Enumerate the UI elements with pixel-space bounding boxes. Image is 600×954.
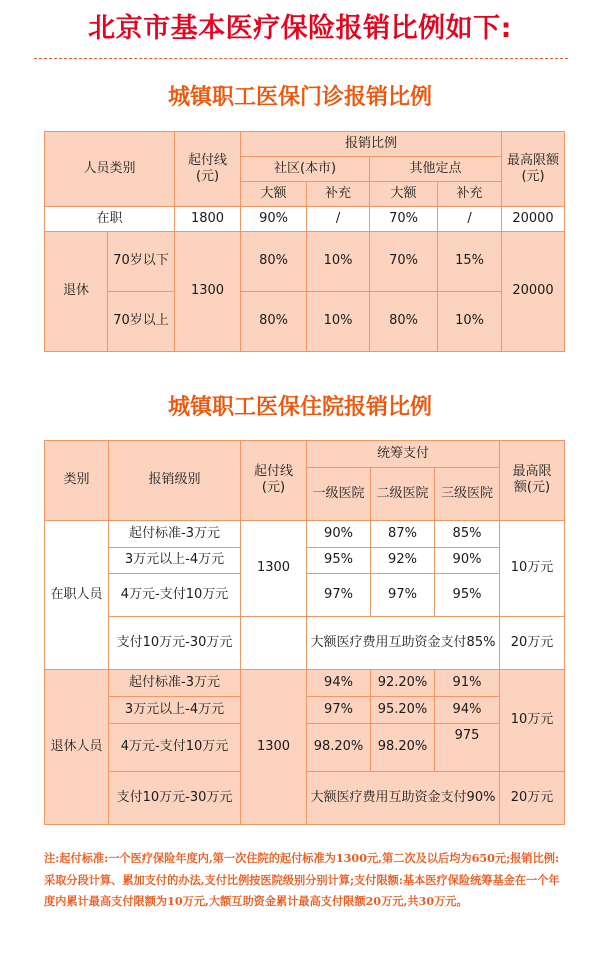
person-type-header: 人员类别 xyxy=(45,132,175,207)
retired-over70-other-large: 80% xyxy=(370,292,438,352)
title-divider xyxy=(34,58,568,59)
inpatient-working-max: 10万元 xyxy=(500,520,565,616)
max-header xyxy=(502,132,565,207)
working-max: 20000 xyxy=(502,207,565,232)
retired-under70-other-large: 70% xyxy=(370,232,438,292)
hospital-level3-header: 三级医院 xyxy=(435,467,500,520)
working-large-text: 大额医疗费用互助资金支付85% xyxy=(307,616,500,669)
working-level-2-h3: 90% xyxy=(435,547,500,574)
footnote: 注:起付标准:一个医疗保险年度内,第一次住院的起付标准为1300元,第二次及以后均为650元;报销比例:采取分段计算、累加支付的办法,支付比例按医院级别分别计算;支付限额:基本医疗保险统筹基金在一个年度内累计最高支付限额为10万元,大额互助资金累计最高支付限额20万元,共30万元。 xyxy=(44,851,560,908)
working-label: 在职 xyxy=(45,207,175,232)
retired-over70-community-large: 80% xyxy=(241,292,307,352)
working-level-3-h2: 97% xyxy=(371,574,435,617)
inpatient-title: 城镇职工医保住院报销比例 xyxy=(167,395,432,420)
working-level-1-h1: 90% xyxy=(307,520,371,547)
community-large-header: 大额 xyxy=(241,182,307,207)
retired-age-under70: 70岁以下 xyxy=(108,232,175,292)
retired-age-over70: 70岁以上 xyxy=(108,292,175,352)
retired-under70-community-large: 80% xyxy=(241,232,307,292)
working-level-2-h2: 92% xyxy=(371,547,435,574)
retired-level-1-h3: 91% xyxy=(435,670,500,697)
retired-level-2-h3: 94% xyxy=(435,696,500,723)
level-header: 报销级别 xyxy=(109,441,241,521)
working-community-supp: / xyxy=(307,207,370,232)
category-header: 类别 xyxy=(45,441,109,521)
working-level-2-h1: 95% xyxy=(307,547,371,574)
max-header-label: 最高限额 xyxy=(507,152,560,168)
working-community-large: 90% xyxy=(241,207,307,232)
retired-level-3-h3: 975 xyxy=(435,723,500,771)
inpatient-max-unit: 额(元) xyxy=(513,480,551,496)
outpatient-title: 城镇职工医保门诊报销比例 xyxy=(167,85,432,110)
other-large-header: 大额 xyxy=(370,182,438,207)
retired-large-max: 20万元 xyxy=(500,771,565,824)
working-deductible: 1800 xyxy=(175,207,241,232)
retired-over70-other-supp: 10% xyxy=(438,292,502,352)
working-large-max: 20万元 xyxy=(500,616,565,669)
ratio-header: 报销比例 xyxy=(241,132,502,157)
working-other-supp: / xyxy=(438,207,502,232)
retired-level-1-h1: 94% xyxy=(307,670,371,697)
retired-level-2-h1: 97% xyxy=(307,696,371,723)
inpatient-max-header xyxy=(500,441,565,521)
retired-large-level: 支付10万元-30万元 xyxy=(109,771,241,824)
inpatient-retired-deductible: 1300 xyxy=(241,670,307,825)
inpatient-max-label: 最高限 xyxy=(512,464,552,480)
community-supp-header: 补充 xyxy=(307,182,370,207)
working-level-3-h3: 95% xyxy=(435,574,500,617)
other-header: 其他定点 xyxy=(370,157,502,182)
retired-under70-other-supp: 15% xyxy=(438,232,502,292)
other-supp-header: 补充 xyxy=(438,182,502,207)
retired-level-2: 3万元以上-4万元 xyxy=(109,696,241,723)
inpatient-retired-label: 退休人员 xyxy=(45,670,109,825)
retired-over70-community-supp: 10% xyxy=(307,292,370,352)
retired-deductible: 1300 xyxy=(175,232,241,352)
inpatient-table xyxy=(44,440,565,825)
retired-label: 退休 xyxy=(45,232,108,352)
inpatient-working-deductible: 1300 xyxy=(241,520,307,616)
working-level-1-h2: 87% xyxy=(371,520,435,547)
inpatient-retired-max: 10万元 xyxy=(500,670,565,771)
deductible-header-label: 起付线 xyxy=(188,152,228,168)
working-level-1-h3: 85% xyxy=(435,520,500,547)
inpatient-deductible-label: 起付线 xyxy=(253,464,293,480)
retired-max: 20000 xyxy=(502,232,565,352)
inpatient-deductible-header xyxy=(241,441,307,521)
pooled-header: 统筹支付 xyxy=(307,441,500,468)
deductible-header-unit: (元) xyxy=(195,169,220,184)
retired-level-3: 4万元-支付10万元 xyxy=(109,723,241,771)
working-other-large: 70% xyxy=(370,207,438,232)
retired-level-1: 起付标准-3万元 xyxy=(109,670,241,697)
hospital-level1-header: 一级医院 xyxy=(307,467,371,520)
max-header-unit: (元) xyxy=(521,169,545,184)
community-header: 社区(本市) xyxy=(241,157,370,182)
hospital-level2-header: 二级医院 xyxy=(371,467,435,520)
working-level-3: 4万元-支付10万元 xyxy=(109,574,241,617)
retired-under70-community-supp: 10% xyxy=(307,232,370,292)
retired-level-1-h2: 92.20% xyxy=(371,670,435,697)
working-level-3-h1: 97% xyxy=(307,574,371,617)
working-level-2: 3万元以上-4万元 xyxy=(109,547,241,574)
retired-level-2-h2: 95.20% xyxy=(371,696,435,723)
page-title: 北京市基本医疗保险报销比例如下: xyxy=(88,13,512,44)
working-large-level: 支付10万元-30万元 xyxy=(109,616,241,669)
working-large-deductible-empty xyxy=(241,616,307,669)
retired-level-3-h1: 98.20% xyxy=(307,723,371,771)
retired-level-3-h2: 98.20% xyxy=(371,723,435,771)
inpatient-working-label: 在职人员 xyxy=(45,520,109,669)
deductible-header xyxy=(175,132,241,207)
working-level-1: 起付标准-3万元 xyxy=(109,520,241,547)
retired-large-text: 大额医疗费用互助资金支付90% xyxy=(307,771,500,824)
inpatient-deductible-unit: (元) xyxy=(261,480,286,496)
outpatient-table xyxy=(44,131,565,352)
